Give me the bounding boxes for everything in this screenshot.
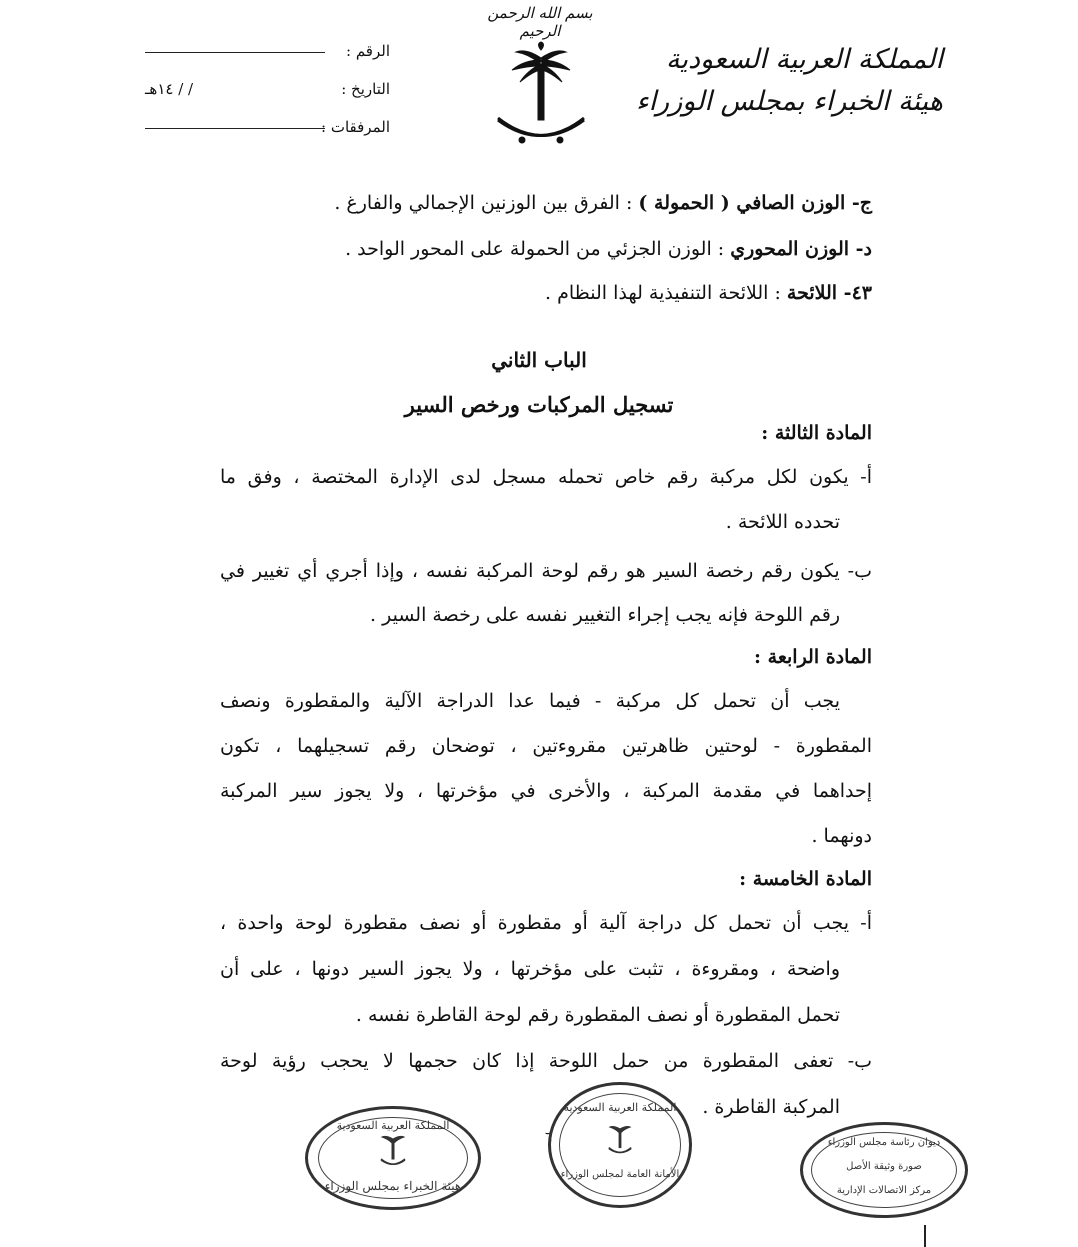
attachments-field	[145, 118, 390, 140]
reference-line	[145, 52, 325, 53]
stamp-right-mid-text: صورة وثيقة الأصل	[846, 1161, 922, 1172]
article3-heading: المادة الثالثة :	[761, 422, 872, 444]
stamp-emblem-icon	[606, 1123, 634, 1161]
article5-heading: المادة الخامسة :	[739, 868, 872, 890]
article4-heading: المادة الرابعة :	[754, 646, 872, 668]
reference-label: الرقم :	[346, 42, 390, 60]
stamp-left-top-text: المملكة العربية السعودية	[336, 1119, 450, 1132]
date-value: / / ١٤هـ	[145, 80, 194, 98]
stamp-left-bottom-text: هيئة الخبراء بمجلس الوزراء	[324, 1179, 462, 1193]
definition-d-text: : الوزن الجزئي من الحمولة على المحور الواحد .	[345, 238, 725, 260]
attachments-line	[145, 128, 325, 129]
article3-b-line2: رقم اللوحة فإنه يجب إجراء التغيير نفسه على رخصة السير .	[370, 604, 840, 626]
reference-field	[145, 42, 390, 64]
date-label: التاريخ :	[341, 80, 390, 98]
article4-line1: يجب أن تحمل كل مركبة - فيما عدا الدراجة الآلية والمقطورة ونصف	[220, 690, 840, 712]
article4-line2: المقطورة - لوحتين ظاهرتين مقروءتين ، توضحان رقم تسجيلهما ، تكون	[220, 735, 872, 757]
article4-line3: إحداهما في مقدمة المركبة ، والأخرى في مؤخرتها ، ولا يجوز سير المركبة	[220, 780, 872, 802]
definition-j	[220, 192, 872, 215]
margin-mark	[924, 1225, 926, 1247]
saudi-emblem-icon	[486, 40, 596, 165]
chapter-title: الباب الثاني	[491, 348, 587, 372]
article4-line4: دونهما .	[811, 825, 872, 847]
article3-a-line2: تحدده اللائحة .	[725, 511, 840, 533]
article5-b-line2: المركبة القاطرة .	[702, 1096, 840, 1118]
attachments-label: المرفقات :	[321, 118, 390, 136]
stamp-general-secretariat	[548, 1082, 692, 1208]
article5-a-line2: واضحة ، ومقروءة ، تثبت على مؤخرتها ، ولا يجوز السير دونها ، على أن	[220, 958, 840, 980]
bismillah-text: بسم الله الرحمن الرحيم	[487, 4, 593, 40]
date-field	[145, 80, 390, 102]
article5-b-line1: ب- تعفى المقطورة من حمل اللوحة إذا كان حجمها لا يحجب رؤية لوحة	[220, 1050, 872, 1072]
definition-d-label: د- الوزن المحوري	[730, 238, 872, 260]
definition-43	[220, 282, 872, 305]
stamp-emblem-icon	[378, 1133, 408, 1173]
definition-43-text: : اللائحة التنفيذية لهذا النظام .	[545, 282, 781, 304]
stamp-right-bottom-text: مركز الاتصالات الإدارية	[836, 1185, 932, 1196]
government-title: المملكة العربية السعودية	[665, 44, 943, 75]
article3-b-line1: ب- يكون رقم رخصة السير هو رقم لوحة المركبة نفسه ، وإذا أجري أي تغيير في	[220, 560, 872, 582]
page-number: ٦	[545, 1130, 552, 1145]
chapter-subtitle: تسجيل المركبات ورخص السير	[404, 392, 674, 417]
definition-43-label: ٤٣- اللائحة	[786, 282, 872, 304]
stamp-right-top-text: ديوان رئاسة مجلس الوزراء	[827, 1137, 941, 1148]
definition-j-text: : الفرق بين الوزنين الإجمالي والفارغ .	[334, 192, 633, 214]
definition-j-label: ج- الوزن الصافي ( الحمولة )	[638, 192, 872, 214]
definition-d	[220, 238, 872, 261]
stamp-middle-top-text: المملكة العربية السعودية	[563, 1101, 677, 1114]
article5-a-line3: تحمل المقطورة أو نصف المقطورة رقم لوحة القاطرة نفسه .	[355, 1004, 840, 1026]
authority-title: هيئة الخبراء بمجلس الوزراء	[635, 86, 943, 117]
stamp-middle-bottom-text: الأمانة العامة لمجلس الوزراء	[560, 1169, 680, 1180]
article5-a-line1: أ- يجب أن تحمل كل دراجة آلية أو مقطورة أو نصف مقطورة لوحة واحدة ،	[220, 912, 872, 934]
article3-a-line1: أ- يكون لكل مركبة رقم خاص تحمله مسجل لدى الإدارة المختصة ، وفق ما	[220, 466, 872, 488]
stamp-cabinet-diwan	[800, 1122, 968, 1218]
stamp-experts-authority	[305, 1106, 481, 1210]
